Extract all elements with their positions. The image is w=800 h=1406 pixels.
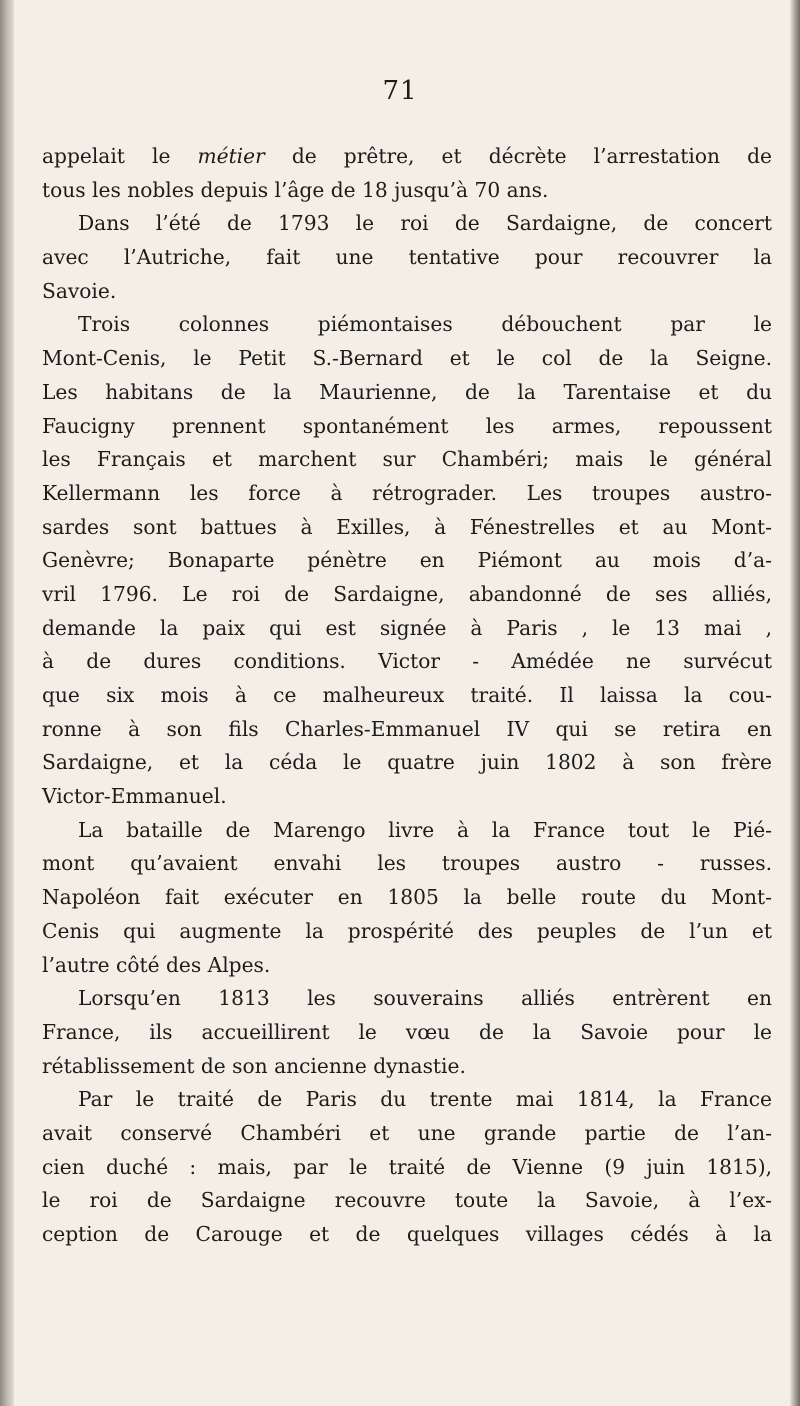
text-line: Kellermann les force à rétrograder. Les troupes austro- [42, 480, 772, 505]
text-line: Cenis qui augmente la prospérité des peuples de l’un et [42, 918, 772, 943]
text-line: Lorsqu’en 1813 les souverains alliés entrèrent en [78, 986, 772, 1011]
text-line: cien duché : mais, par le traité de Vienne (9 juin 1815), [42, 1154, 772, 1179]
text-line: ception de Carouge et de quelques villages cédés à la [42, 1222, 772, 1246]
text-line: que six mois à ce malheureux traité. Il laissa la cou- [42, 683, 772, 707]
page-number: 71 [382, 76, 418, 106]
text-line: Savoie. [42, 278, 117, 303]
text-line: à de dures conditions. Victor - Amédée ne survécut [42, 649, 772, 674]
text-line: appelait le métier de prêtre, et décrète l’arrestation de [42, 144, 772, 168]
text-line: avec l’Autriche, fait une tentative pour recouvrer la [42, 245, 772, 270]
paragraph [42, 982, 772, 1083]
body-text [42, 140, 772, 1252]
text-line: La bataille de Marengo livre à la France tout le Pié- [78, 817, 772, 842]
text-line: Genèvre; Bonaparte pénètre en Piémont au mois d’a- [42, 548, 772, 573]
text-line: l’autre côté des Alpes. [42, 952, 271, 977]
text-line: Faucigny prennent spontanément les armes, repoussent [42, 413, 772, 438]
emphasized-word: métier [197, 144, 265, 168]
binding-edge-left [0, 0, 14, 1406]
paragraph [42, 1083, 772, 1251]
text-line: Par le traité de Paris du trente mai 1814, la France [78, 1087, 772, 1112]
text-line: Sardaigne, et la céda le quatre juin 1802 à son frère [42, 750, 772, 775]
text-line: demande la paix qui est signée à Paris , le 13 mai , [42, 615, 772, 640]
paragraph [42, 207, 772, 308]
text-line: Trois colonnes piémontaises débouchent par le [78, 312, 772, 337]
paragraph [42, 140, 772, 207]
text-line: tous les nobles depuis l’âge de 18 jusqu’à 70 ans. [42, 177, 549, 202]
paragraph [42, 308, 772, 813]
paragraph [42, 814, 772, 982]
text-line: France, ils accueillirent le vœu de la Savoie pour le [42, 1019, 772, 1044]
text-line: rétablissement de son ancienne dynastie. [42, 1053, 466, 1078]
text-line: Les habitans de la Maurienne, de la Tarentaise et du [42, 379, 772, 404]
page-edge-right [790, 0, 800, 1406]
text-line: Dans l’été de 1793 le roi de Sardaigne, de concert [78, 211, 772, 236]
text-line: vril 1796. Le roi de Sardaigne, abandonné de ses alliés, [42, 581, 772, 606]
text-line: les Français et marchent sur Chambéri; mais le général [42, 447, 772, 472]
text-line: sardes sont battues à Exilles, à Fénestrelles et au Mont- [42, 514, 772, 539]
text-line: avait conservé Chambéri et une grande partie de l’an- [42, 1120, 772, 1145]
text-line: Napoléon fait exécuter en 1805 la belle route du Mont- [42, 885, 772, 910]
text-line: Mont-Cenis, le Petit S.-Bernard et le col de la Seigne. [42, 346, 772, 371]
text-line: ronne à son fils Charles-Emmanuel IV qui se retira en [42, 716, 772, 741]
text-line: le roi de Sardaigne recouvre toute la Savoie, à l’ex- [42, 1188, 772, 1213]
text-line: Victor-Emmanuel. [42, 784, 227, 809]
text-line: mont qu’avaient envahi les troupes austro - russes. [42, 851, 772, 876]
